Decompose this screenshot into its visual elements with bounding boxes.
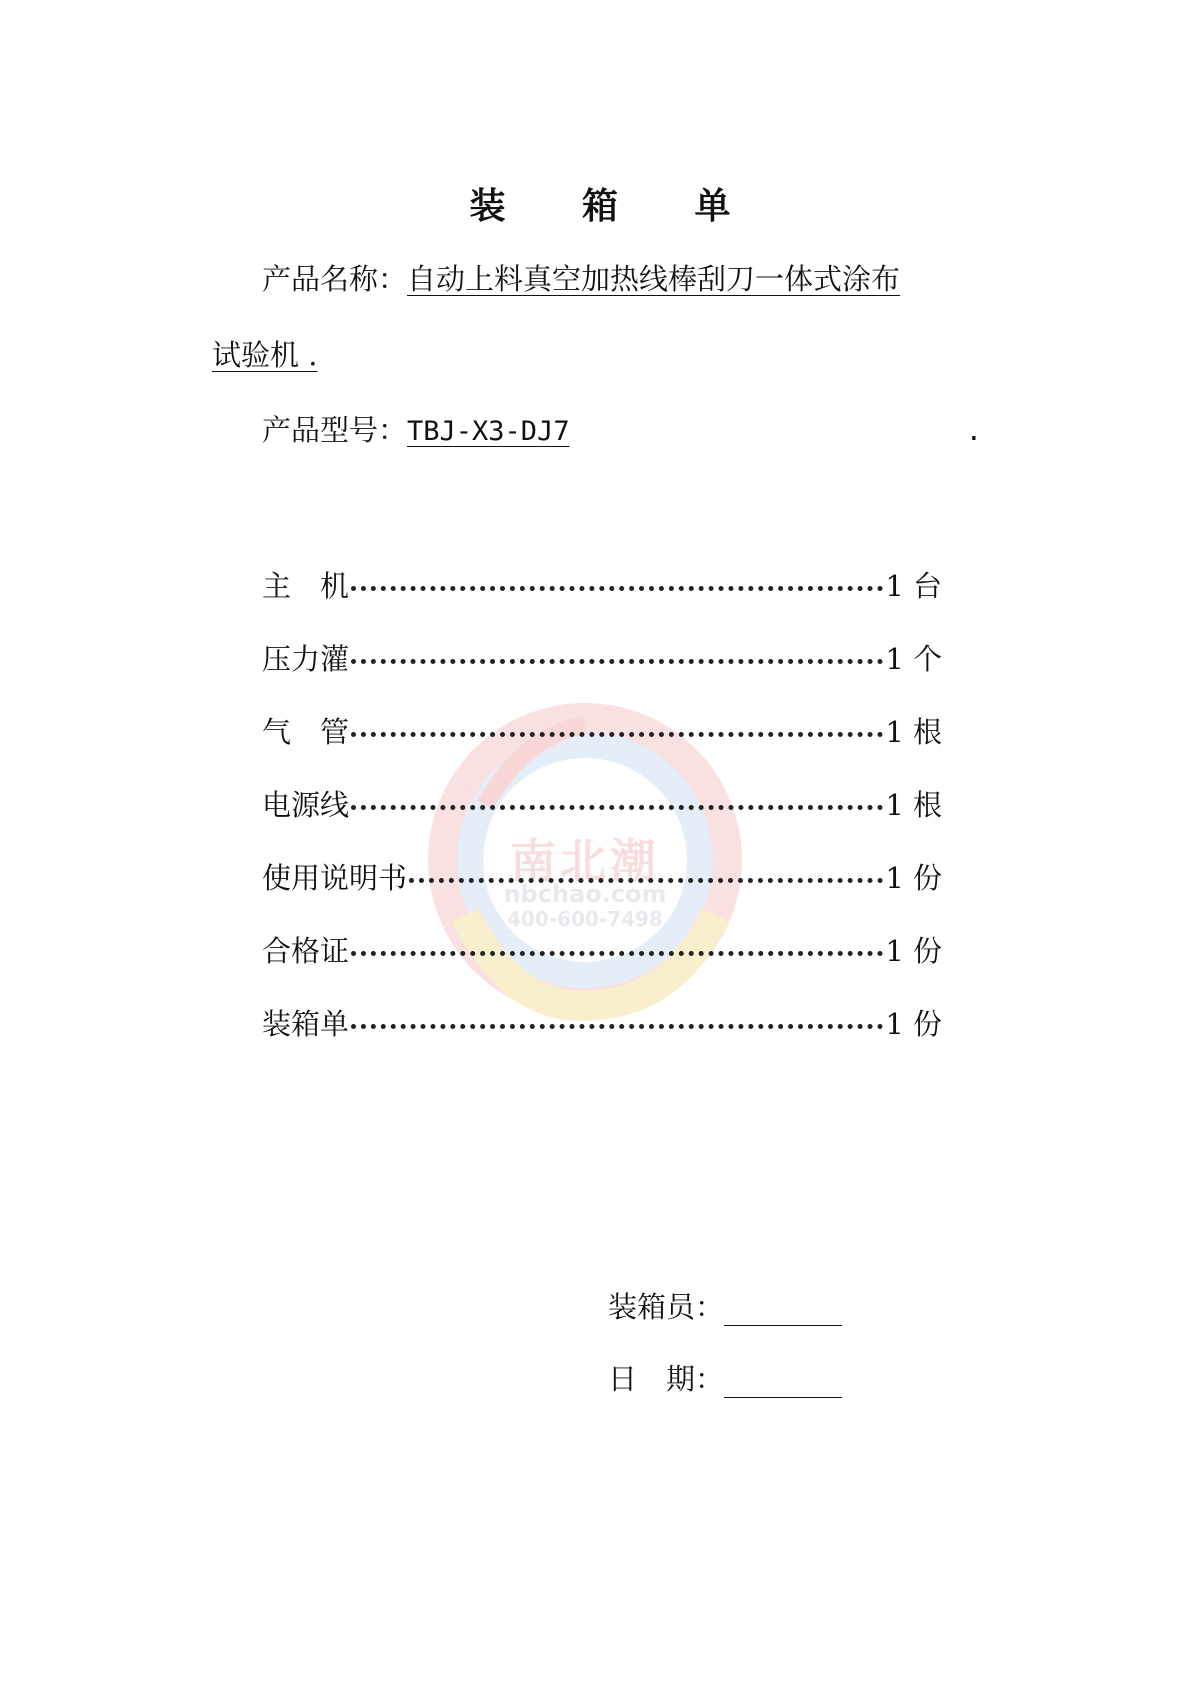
product-name-line-2 <box>212 333 637 374</box>
item-name: 装箱单 <box>262 1007 350 1041</box>
item-qty: 1 份 <box>885 934 942 968</box>
leader-dots <box>351 805 883 810</box>
date-label: 日 期： <box>608 1362 725 1396</box>
list-item <box>262 767 942 840</box>
leader-dots <box>351 1024 883 1029</box>
product-model-value <box>407 416 982 447</box>
watermark-en: nbchao.com <box>503 880 667 908</box>
product-model-trail: . <box>965 416 983 447</box>
product-name-label: 产品名称： <box>262 262 408 296</box>
list-item <box>262 621 942 694</box>
packer-blank <box>724 1295 842 1326</box>
item-list <box>262 548 942 1059</box>
list-item <box>262 694 942 767</box>
item-qty: 1 份 <box>885 1007 942 1041</box>
list-item <box>262 986 942 1059</box>
packer-label: 装箱员： <box>608 1290 725 1324</box>
product-name-value-2: 试验机 . <box>212 338 318 372</box>
date-signature <box>608 1357 842 1398</box>
list-item <box>262 913 942 986</box>
date-blank <box>724 1367 842 1398</box>
item-name: 气 管 <box>262 715 350 749</box>
product-name-value-1: 自动上料真空加热线棒刮刀一体式涂布 <box>407 262 901 296</box>
leader-dots <box>351 586 883 591</box>
leader-dots <box>409 878 883 883</box>
product-name-line <box>262 257 900 298</box>
product-model-line <box>262 408 982 449</box>
item-name: 主 机 <box>262 569 350 603</box>
packer-signature <box>608 1285 842 1326</box>
leader-dots <box>351 659 883 664</box>
item-qty: 1 台 <box>885 569 942 603</box>
watermark-tel: 400-600-7498 <box>507 907 663 931</box>
item-name: 使用说明书 <box>262 861 408 895</box>
item-qty: 1 份 <box>885 861 942 895</box>
item-qty: 1 根 <box>885 715 942 749</box>
leader-dots <box>351 732 883 737</box>
watermark-cn: 南北潮 <box>510 834 660 888</box>
list-item <box>262 840 942 913</box>
product-model-label: 产品型号： <box>262 413 408 447</box>
item-name: 压力灌 <box>262 642 350 676</box>
item-qty: 1 根 <box>885 788 942 822</box>
page-title: 装 箱 单 <box>469 185 763 227</box>
item-name: 合格证 <box>262 934 350 968</box>
product-model-code: TBJ-X3-DJ7 <box>407 416 570 447</box>
list-item <box>262 548 942 621</box>
item-name: 电源线 <box>262 788 350 822</box>
item-qty: 1 个 <box>885 642 942 676</box>
leader-dots <box>351 951 883 956</box>
